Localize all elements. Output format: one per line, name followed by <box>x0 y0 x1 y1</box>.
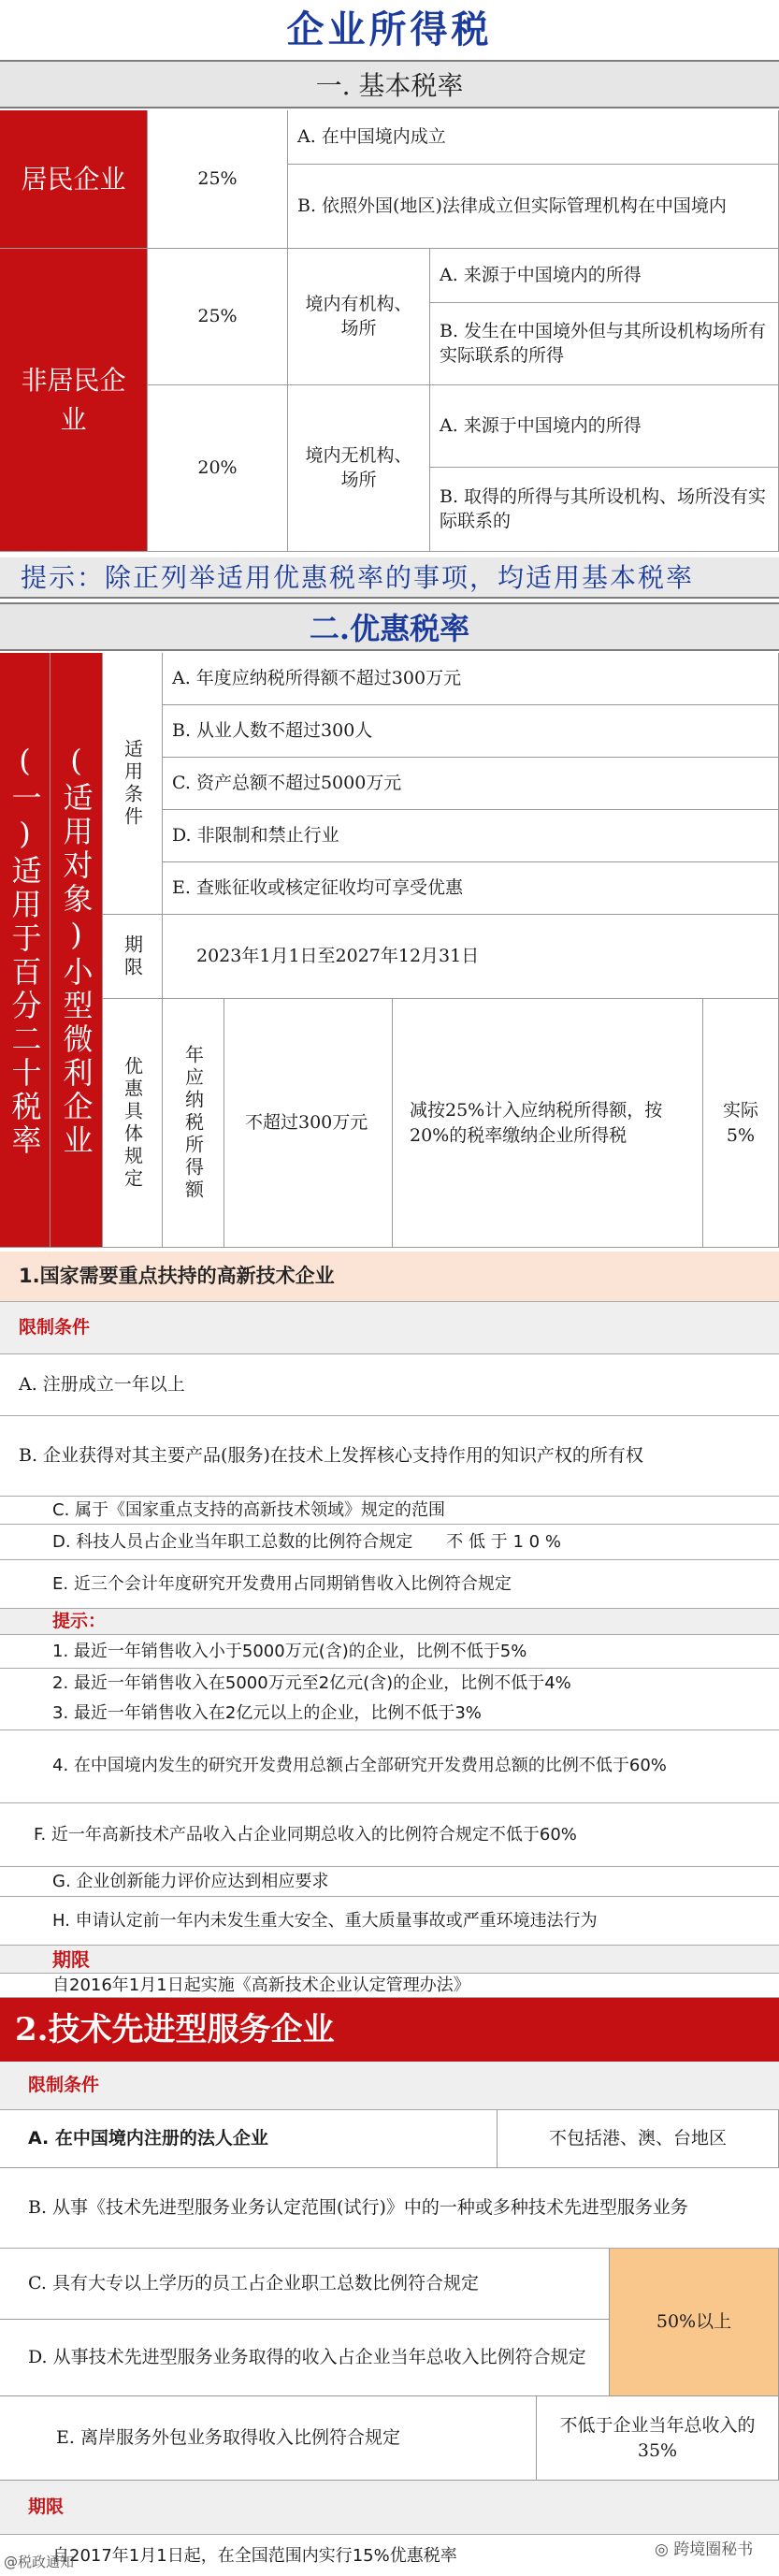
service-limit-label: 限制条件 <box>0 2062 779 2110</box>
hightech-period-label: 期限 <box>0 1946 779 1974</box>
hightech-limit-label: 限制条件 <box>0 1302 779 1354</box>
watermark-right-text: 跨境圈秘书 <box>673 2540 754 2559</box>
basic-rate-tip: 提示：除正列举适用优惠税率的事项，均适用基本税率 <box>0 557 779 599</box>
hightech-period: 自2016年1月1日起实施《高新技术企业认定管理办法》 <box>0 1974 779 1998</box>
small-condition-e: E. 查账征收或核定征收均可享受优惠 <box>163 862 779 915</box>
service-item-d: D. 从事技术先进型服务业务取得的收入占企业当年总收入比例符合规定 <box>0 2320 610 2396</box>
service-item-e: E. 离岸服务外包业务取得收入比例符合规定 <box>0 2396 537 2481</box>
hightech-item-h: H. 申请认定前一年内未发生重大安全、重大质量事故或严重环境违法行为 <box>0 1897 779 1946</box>
resident-condition-b: B. 依照外国(地区)法律成立但实际管理机构在中国境内 <box>288 165 779 249</box>
wechat-icon: ◎ <box>655 2540 674 2559</box>
hightech-tip-4: 4. 在中国境内发生的研究开发费用总额占全部研究开发费用总额的比例不低于60% <box>0 1730 779 1803</box>
nonresident-with-condition-a: A. 来源于中国境内的所得 <box>430 249 779 303</box>
watermark-left: @税政通知 <box>4 2554 75 2570</box>
hightech-tip-label: 提示： <box>0 1609 779 1635</box>
small-period: 2023年1月1日至2027年12月31日 <box>163 915 779 999</box>
resident-rate: 25% <box>148 110 288 249</box>
hightech-tip-2: 2. 最近一年销售收入在5000万元至2亿元(含)的企业，比例不低于4% <box>52 1672 571 1693</box>
nonresident-place-without: 境内无机构、场所 <box>288 385 430 552</box>
service-item-c: C. 具有大专以上学历的员工占企业职工总数比例符合规定 <box>0 2249 610 2320</box>
nonresident-label: 非居民企业 <box>0 249 148 552</box>
service-title: 2.技术先进型服务企业 <box>0 1998 779 2062</box>
hightech-item-g: G. 企业创新能力评价应达到相应要求 <box>0 1867 779 1897</box>
hightech-item-c: C. 属于《国家重点支持的高新技术领域》规定的范围 <box>0 1497 779 1525</box>
nonresident-rate-25: 25% <box>148 249 288 385</box>
nonresident-rate-20: 20% <box>148 385 288 552</box>
rule-label: 优惠具体规定 <box>103 999 163 1248</box>
hightech-title: 1.国家需要重点扶持的高新技术企业 <box>0 1252 779 1302</box>
hightech-item-b: B. 企业获得对其主要产品(服务)在技术上发挥核心支持作用的知识产权的所有权 <box>0 1416 779 1497</box>
nonresident-block <box>0 249 779 552</box>
hightech-item-e: E. 近三个会计年度研究开发费用占同期销售收入比例符合规定 <box>0 1560 779 1609</box>
service-row-a <box>0 2110 779 2168</box>
small-condition-a: A. 年度应纳税所得额不超过300万元 <box>163 653 779 705</box>
rule-amount: 不超过300万元 <box>224 999 393 1248</box>
basic-rate-heading: 一. 基本税率 <box>0 60 779 109</box>
preferential-rate-heading: 二.优惠税率 <box>0 602 779 651</box>
watermark-right <box>655 2539 753 2563</box>
small-micro-label: (适用对象)小型微利企业 <box>50 653 103 1248</box>
nonresident-place-with: 境内有机构、场所 <box>288 249 430 385</box>
twenty-percent-label: (一)适用于百分二十税率 <box>0 653 50 1248</box>
rule-text: 减按25%计入应纳税所得额，按20%的税率缴纳企业所得税 <box>393 999 703 1248</box>
rule-actual: 实际5% <box>703 999 779 1248</box>
nonresident-with-condition-b: B. 发生在中国境外但与其所设机构场所有实际联系的所得 <box>430 303 779 385</box>
hightech-tip-1: 1. 最近一年销售收入小于5000万元(含)的企业，比例不低于5% <box>0 1635 779 1669</box>
page-title: 企业所得税 <box>286 7 493 51</box>
service-row-e <box>0 2396 779 2481</box>
resident-label: 居民企业 <box>0 110 148 249</box>
hightech-tip-3: 3. 最近一年销售收入在2亿元以上的企业，比例不低于3% <box>0 1697 779 1730</box>
resident-condition-a: A. 在中国境内成立 <box>288 110 779 165</box>
small-condition-c: C. 资产总额不超过5000万元 <box>163 758 779 810</box>
service-period: 自2017年1月1日起，在全国范围内实行15%优惠税率 <box>52 2545 457 2566</box>
applicable-conditions-label: 适用条件 <box>103 653 163 915</box>
small-micro-block <box>0 653 779 1248</box>
nonresident-without-condition-b: B. 取得的所得与其所设机构、场所没有实际联系的 <box>430 468 779 552</box>
period-label: 期限 <box>103 915 163 999</box>
service-row-cd <box>0 2249 779 2396</box>
hightech-item-a: A. 注册成立一年以上 <box>0 1354 779 1416</box>
service-item-cd-note: 50%以上 <box>610 2249 779 2396</box>
hightech-item-f: F. 近一年高新技术产品收入占企业同期总收入的比例符合规定不低于60% <box>0 1803 779 1867</box>
service-item-a: A. 在中国境内注册的法人企业 <box>0 2110 498 2168</box>
service-item-a-note: 不包括港、澳、台地区 <box>498 2110 779 2168</box>
small-condition-d: D. 非限制和禁止行业 <box>163 810 779 862</box>
small-condition-b: B. 从业人数不超过300人 <box>163 705 779 758</box>
service-period-label: 期限 <box>0 2481 779 2535</box>
nonresident-without-condition-a: A. 来源于中国境内的所得 <box>430 385 779 468</box>
rule-sub-label: 年应纳税所得额 <box>163 999 224 1248</box>
resident-block <box>0 110 779 249</box>
service-item-e-note: 不低于企业当年总收入的35% <box>537 2396 779 2481</box>
hightech-item-d: D. 科技人员占企业当年职工总数的比例符合规定 不 低 于 1 0 % <box>0 1525 779 1560</box>
service-item-b: B. 从事《技术先进型服务业务认定范围(试行)》中的一种或多种技术先进型服务业务 <box>0 2168 779 2249</box>
